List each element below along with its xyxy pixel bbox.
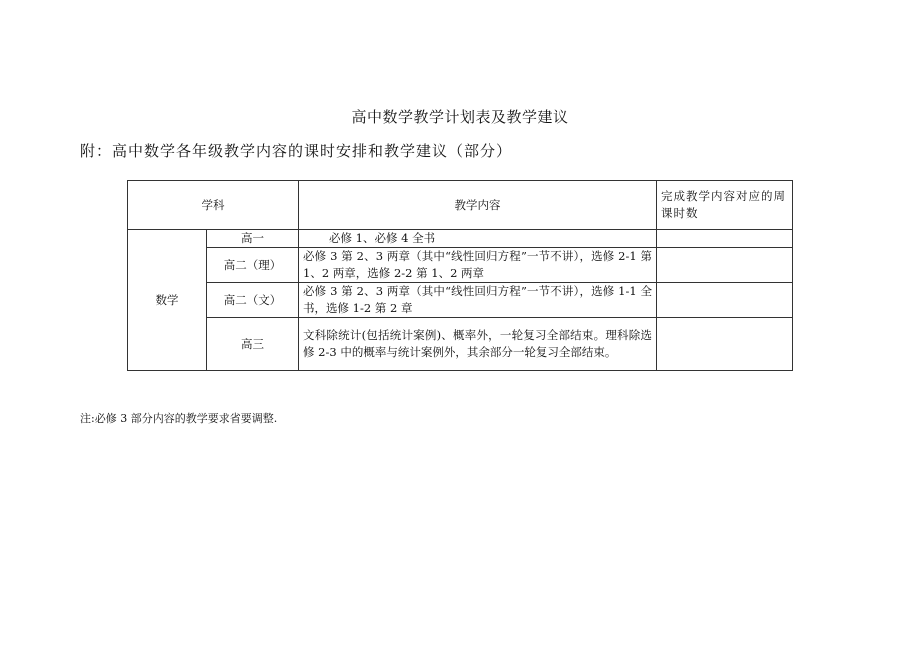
table-row bbox=[128, 283, 793, 318]
content-cell: 文科除统计(包括统计案例)、概率外，一轮复习全部结束。理科除选修 2-3 中的概率与统计案例外，其余部分一轮复习全部结束。 bbox=[299, 318, 657, 371]
document-subtitle: 附：高中数学各年级教学内容的课时安排和教学建议（部分） bbox=[80, 142, 513, 160]
table-row bbox=[128, 230, 793, 248]
subject-cell: 数学 bbox=[128, 230, 207, 371]
table-row bbox=[128, 248, 793, 283]
content-cell: 必修 1、必修 4 全书 bbox=[299, 230, 657, 248]
table-row bbox=[128, 318, 793, 371]
content-cell: 必修 3 第 2、3 两章（其中“线性回归方程”一节不讲），选修 1-1 全书，选修 1-2 第 2 章 bbox=[299, 283, 657, 318]
teaching-plan-table bbox=[127, 180, 793, 371]
content-cell: 必修 3 第 2、3 两章（其中“线性回归方程”一节不讲），选修 2-1 第 1、2 两章，选修 2-2 第 1、2 两章 bbox=[299, 248, 657, 283]
header-weeks: 完成教学内容对应的周课时数 bbox=[657, 181, 793, 230]
grade-cell: 高三 bbox=[207, 318, 299, 371]
footnote: 注:必修 3 部分内容的教学要求省要调整. bbox=[80, 412, 278, 425]
grade-cell: 高一 bbox=[207, 230, 299, 248]
document-title: 高中数学教学计划表及教学建议 bbox=[351, 108, 569, 126]
header-content: 教学内容 bbox=[299, 181, 657, 230]
weeks-cell bbox=[657, 283, 793, 318]
weeks-cell bbox=[657, 248, 793, 283]
grade-cell: 高二（文） bbox=[207, 283, 299, 318]
grade-cell: 高二（理） bbox=[207, 248, 299, 283]
weeks-cell bbox=[657, 318, 793, 371]
table-header-row bbox=[128, 181, 793, 230]
header-subject: 学科 bbox=[128, 181, 299, 230]
weeks-cell bbox=[657, 230, 793, 248]
